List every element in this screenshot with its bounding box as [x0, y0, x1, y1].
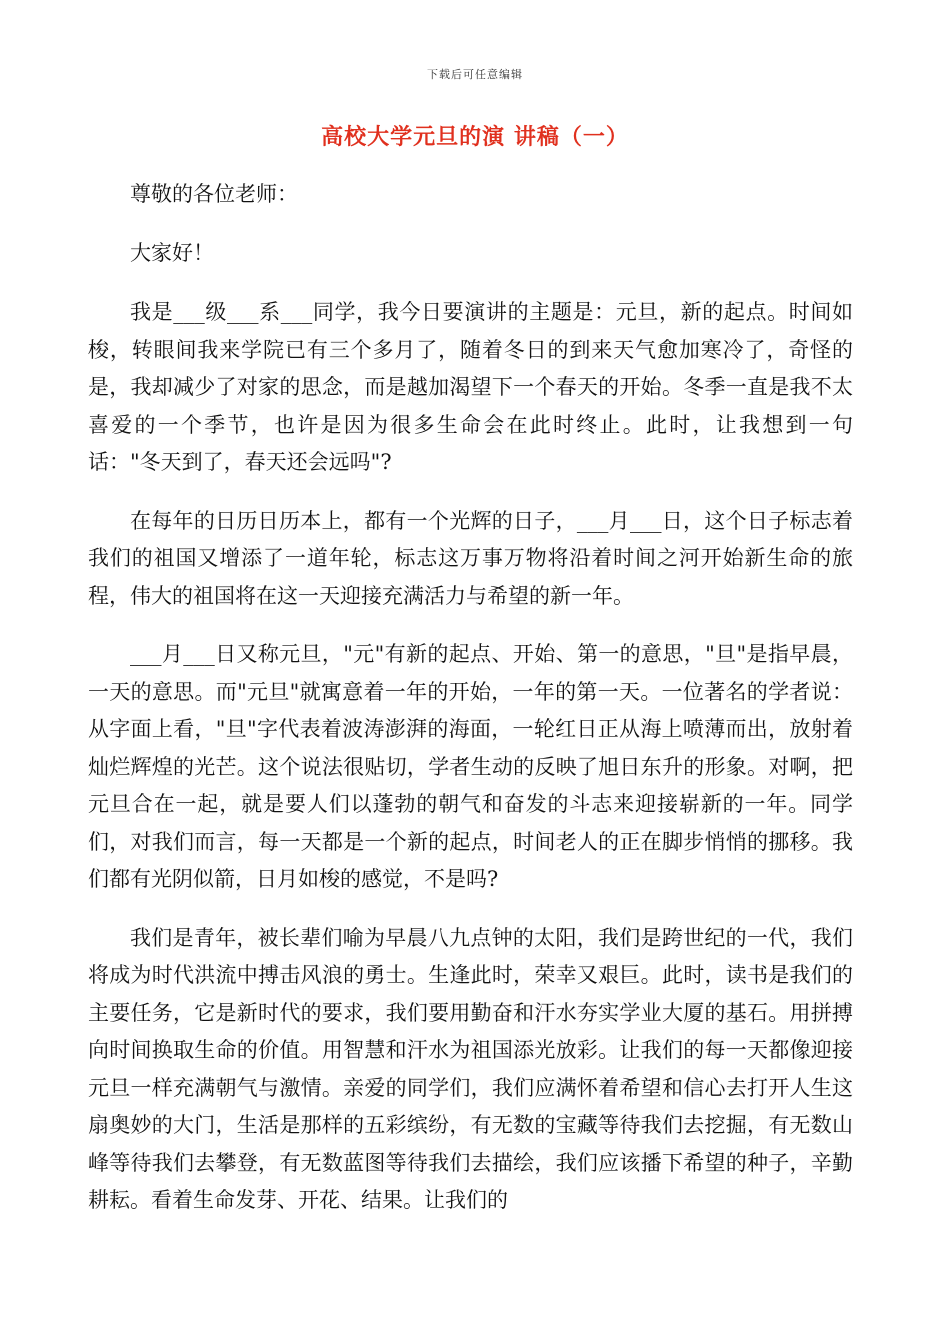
header-note: 下载后可任意编辑	[427, 68, 523, 81]
paragraph-1: 我是___级___系___同学，我今日要演讲的主题是：元旦，新的起点。时间如梭，转眼间我来学院已有三个多月了，随着冬日的到来天气愈加寒冷了，奇怪的是，我却减少了对家的思念，而是越加渴望下一个春天的开始。冬季一直是我不太喜爱的一个季节，也许是因为很多生命会在此时终止。此时，让我想到一句话："冬天到了，春天还会远吗"?	[88, 300, 853, 474]
document-title: 高校大学元旦的演 讲稿（一）	[321, 124, 629, 150]
paragraph-4: 我们是青年，被长辈们喻为早晨八九点钟的太阳，我们是跨世纪的一代，我们将成为时代洪流中搏击风浪的勇士。生逢此时，荣幸又艰巨。此时，读书是我们的主要任务，它是新时代的要求，我们要用勤奋和汗水夯实学业大厦的基石。用拼搏向时间换取生命的价值。用智慧和汗水为祖国添光放彩。让我们的每一天都像迎接元旦一样充满朝气与激情。亲爱的同学们，我们应满怀着希望和信心去打开人生这扇奥妙的大门，生活是那样的五彩缤纷，有无数的宝藏等待我们去挖掘，有无数山峰等待我们去攀登，有无数蓝图等待我们去描绘，我们应该播下希望的种子，辛勤耕耘。看着生命发芽、开花、结果。让我们的	[88, 925, 853, 1212]
paragraph-3: ___月___日又称元旦，"元"有新的起点、开始、第一的意思，"旦"是指早晨，一天的意思。而"元旦"就寓意着一年的开始，一年的第一天。一位著名的学者说：从字面上看，"旦"字代表着波涛澎湃的海面，一轮红日正从海上喷薄而出，放射着灿烂辉煌的光芒。这个说法很贴切，学者生动的反映了旭日东升的形象。对啊，把元旦合在一起，就是要人们以蓬勃的朝气和奋发的斗志来迎接崭新的一年。同学们，对我们而言，每一天都是一个新的起点，时间老人的正在脚步悄悄的挪移。我们都有光阴似箭，日月如梭的感觉，不是吗?	[88, 642, 853, 891]
document-body	[88, 176, 853, 1220]
salutation: 尊敬的各位老师：	[130, 182, 298, 206]
greeting: 大家好！	[130, 241, 214, 265]
paragraph-2: 在每年的日历日历本上，都有一个光辉的日子，___月___日，这个日子标志着我们的祖国又增添了一道年轮，标志这万事万物将沿着时间之河开始新生命的旅程，伟大的祖国将在这一天迎接充满活力与希望的新一年。	[88, 508, 853, 608]
